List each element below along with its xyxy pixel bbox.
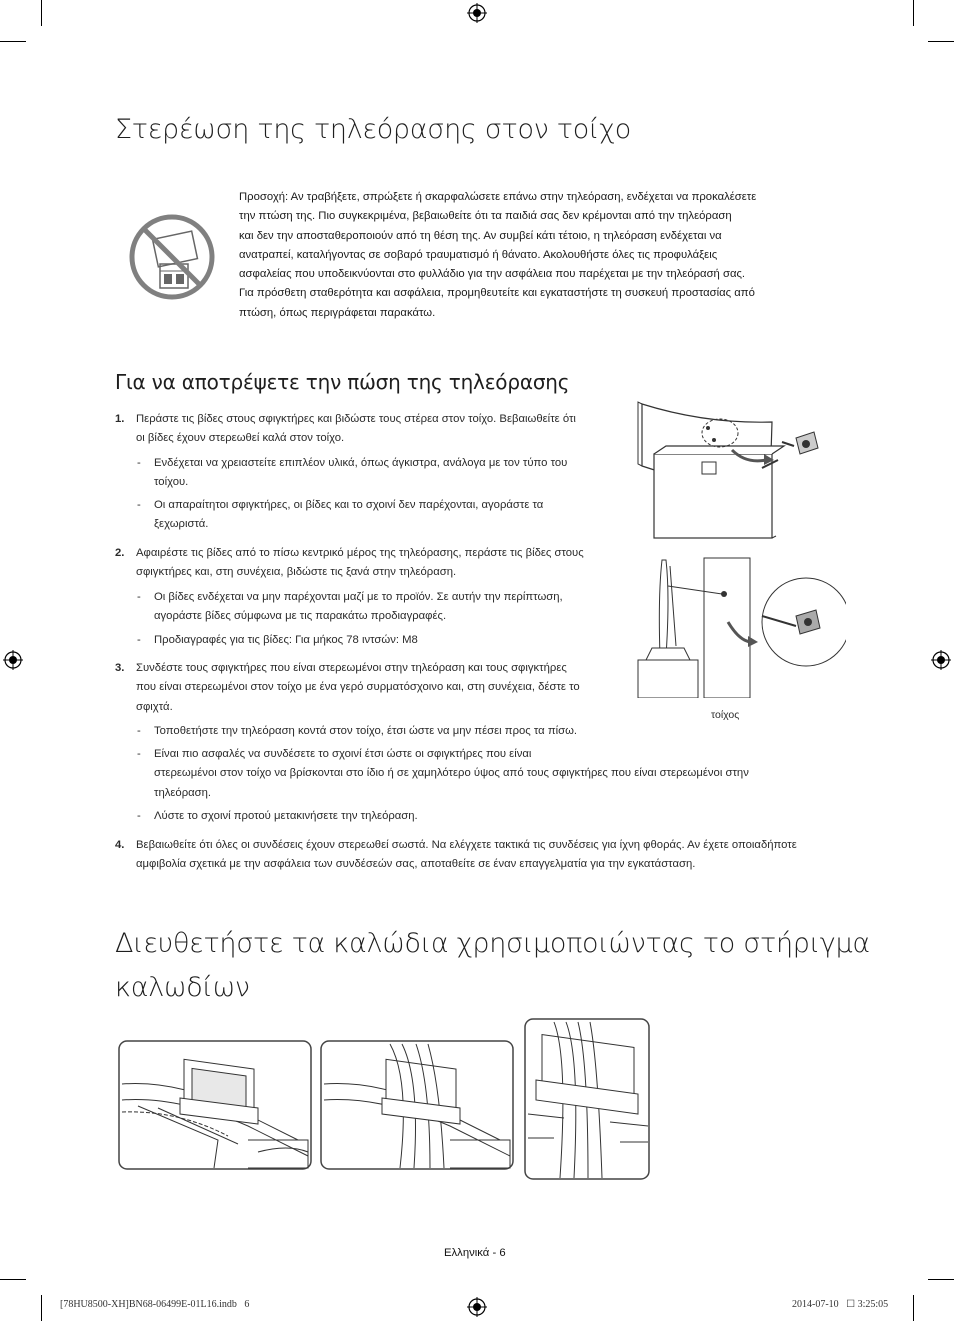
cable-holder-illustration-2 bbox=[320, 1040, 514, 1170]
warning-line: πτώση, όπως περιγράφεται παρακάτω. bbox=[239, 306, 436, 319]
step-number: 2. bbox=[115, 547, 125, 559]
registration-mark-icon bbox=[467, 3, 487, 23]
step-text bbox=[136, 836, 846, 875]
step-line: που είναι στερεωμένοι στον τοίχο με ένα γερό συρματόσχοινο και, στη συνέχεια, δέστε το bbox=[136, 681, 580, 694]
note-line: Προδιαγραφές για τις βίδες: Για μήκος 78 ιντσών: M8 bbox=[154, 634, 418, 646]
no-climbing-warning-icon bbox=[128, 213, 216, 301]
note-line: Οι απαραίτητοι σφιγκτήρες, οι βίδες και το σχοινί δεν παρέχονται, αγοράστε τα bbox=[154, 499, 544, 511]
note-line: Οι βίδες ενδέχεται να μην παρέχονται μαζί με το προϊόν. Σε αυτήν την περίπτωση, bbox=[154, 591, 563, 603]
crop-mark bbox=[913, 0, 914, 26]
dash: - bbox=[137, 499, 141, 511]
cable-holder-illustration-3 bbox=[524, 1018, 650, 1180]
section-heading: Για να αποτρέψετε την πώση της τηλεόρασης bbox=[115, 370, 570, 394]
title-line: καλωδίων bbox=[115, 972, 250, 1003]
section-title bbox=[115, 922, 870, 1010]
warning-line: ανατραπεί, καταλήγοντας σε σοβαρό τραυματισμό ή θάνατο. Ακολουθήστε όλες τις προφυλάξεις bbox=[239, 248, 718, 261]
note-item bbox=[137, 588, 607, 627]
note-line: στερεωμένοι στον τοίχο να βρίσκονται στο ίδιο ή σε χαμηλότερο ύψος από τους σφιγκτήρες που είναι στερεωμένοι στην bbox=[154, 767, 749, 780]
note-item bbox=[137, 807, 817, 826]
note-item bbox=[137, 745, 837, 803]
step-number: 3. bbox=[115, 662, 125, 674]
crop-mark bbox=[41, 1295, 42, 1321]
step-line: Βεβαιωθείτε ότι όλες οι συνδέσεις έχουν στερεωθεί σωστά. Να ελέγχετε τακτικά τις συνδέσεις για ίχνη φθοράς. Αν έχετε οποιαδήποτε bbox=[136, 839, 797, 851]
registration-mark-icon bbox=[3, 650, 23, 670]
note-line: αγοράστε βίδες σύμφωνα με τις παρακάτω προδιαγραφές. bbox=[154, 610, 447, 623]
print-date: 2014-07-10 ☐ 3:25:05 bbox=[792, 1299, 889, 1310]
warning-text bbox=[239, 188, 839, 323]
crop-mark bbox=[0, 41, 26, 42]
dash: - bbox=[137, 591, 141, 603]
dash: - bbox=[137, 634, 141, 646]
note-line: Είναι πιο ασφαλές να συνδέσετε το σχοινί έτσι ώστε οι σφιγκτήρες που είναι bbox=[154, 748, 532, 760]
step-line: Συνδέστε τους σφιγκτήρες που είναι στερεωμένοι στην τηλεόραση και τους σφιγκτήρες bbox=[136, 662, 567, 674]
note-line: Ενδέχεται να χρειαστείτε επιπλέον υλικά, όπως άγκιστρα, ανάλογα με τον τύπο του bbox=[154, 457, 568, 469]
warning-line: και δεν την αποσταθεροποιούν από τη θέση της. Αν συμβεί κάτι τέτοιο, η τηλεόραση ενδέχεται να bbox=[239, 229, 722, 242]
page-number: Ελληνικά - 6 bbox=[444, 1247, 506, 1259]
step-number: 4. bbox=[115, 839, 125, 851]
step-line: σφιχτά. bbox=[136, 700, 173, 713]
wall-label: τοίχος bbox=[711, 709, 740, 721]
note-item bbox=[137, 454, 607, 493]
dash: - bbox=[137, 810, 141, 822]
note-line: Λύστε το σχοινί προτού μετακινήσετε την τηλεόραση. bbox=[154, 810, 418, 822]
crop-mark bbox=[928, 41, 954, 42]
crop-mark bbox=[913, 1295, 914, 1321]
registration-mark-icon bbox=[467, 1297, 487, 1317]
note-line: ξεχωριστά. bbox=[154, 518, 209, 531]
warning-line: την πτώση της. Πιο συγκεκριμένα, βεβαιωθείτε ότι τα παιδιά σας δεν κρέμονται από την τηλεόραση bbox=[239, 210, 732, 223]
wall-cord-illustration bbox=[636, 556, 846, 698]
step-text bbox=[136, 544, 616, 583]
step-line: σφιγκτήρες και, στη συνέχεια, βιδώστε τις ξανά στην τηλεόραση. bbox=[136, 566, 457, 579]
title-line: Διευθετήστε τα καλώδια χρησιμοποιώντας το στήριγμα bbox=[115, 928, 870, 959]
registration-mark-icon bbox=[931, 650, 951, 670]
step-text bbox=[136, 659, 616, 717]
file-info: [78HU8500-XH]BN68-06499E-01L16.indb 6 bbox=[60, 1299, 250, 1310]
warning-line: Για πρόσθετη σταθερότητα και ασφάλεια, προμηθευτείτε και εγκαταστήστε τη συσκευή προστασίας από bbox=[239, 287, 755, 300]
tv-stand-bracket-illustration bbox=[636, 398, 836, 540]
dash: - bbox=[137, 748, 141, 760]
note-line: τηλεόραση. bbox=[154, 786, 212, 799]
page-title: Στερέωση της τηλεόρασης στον τοίχο bbox=[115, 114, 631, 145]
note-item bbox=[137, 496, 607, 535]
warning-line: Προσοχή: Αν τραβήξετε, σπρώξετε ή σκαρφαλώσετε επάνω στην τηλεόραση, ενδέχεται να προκαλέσετε bbox=[239, 191, 757, 203]
crop-mark bbox=[928, 1279, 954, 1280]
dash: - bbox=[137, 457, 141, 469]
note-line: Τοποθετήστε την τηλεόραση κοντά στον τοίχο, έτσι ώστε να μην πέσει προς τα πίσω. bbox=[154, 725, 578, 737]
note-line: τοίχου. bbox=[154, 476, 189, 489]
crop-mark bbox=[41, 0, 42, 26]
cable-holder-illustration-1 bbox=[118, 1040, 312, 1170]
dash: - bbox=[137, 725, 141, 737]
step-line: αμφιβολία σχετικά με την ασφάλεια των συνδέσεών σας, αποταθείτε σε έναν επαγγελματία για την εγκατάσταση. bbox=[136, 858, 696, 871]
warning-line: ασφαλείας που υποδεικνύονται στο φυλλάδιο για την ασφάλεια που παρέχεται με την τηλεόρασή σας. bbox=[239, 268, 746, 281]
step-number: 1. bbox=[115, 413, 125, 425]
crop-mark bbox=[0, 1279, 26, 1280]
step-line: οι βίδες έχουν στερεωθεί καλά στον τοίχο. bbox=[136, 432, 345, 445]
step-text bbox=[136, 410, 616, 449]
step-line: Περάστε τις βίδες στους σφιγκτήρες και βιδώστε τους στέρεα στον τοίχο. Βεβαιωθείτε ότι bbox=[136, 413, 576, 425]
step-line: Αφαιρέστε τις βίδες από το πίσω κεντρικό μέρος της τηλεόρασης, περάστε τις βίδες στους bbox=[136, 547, 584, 559]
note-item bbox=[137, 631, 607, 650]
